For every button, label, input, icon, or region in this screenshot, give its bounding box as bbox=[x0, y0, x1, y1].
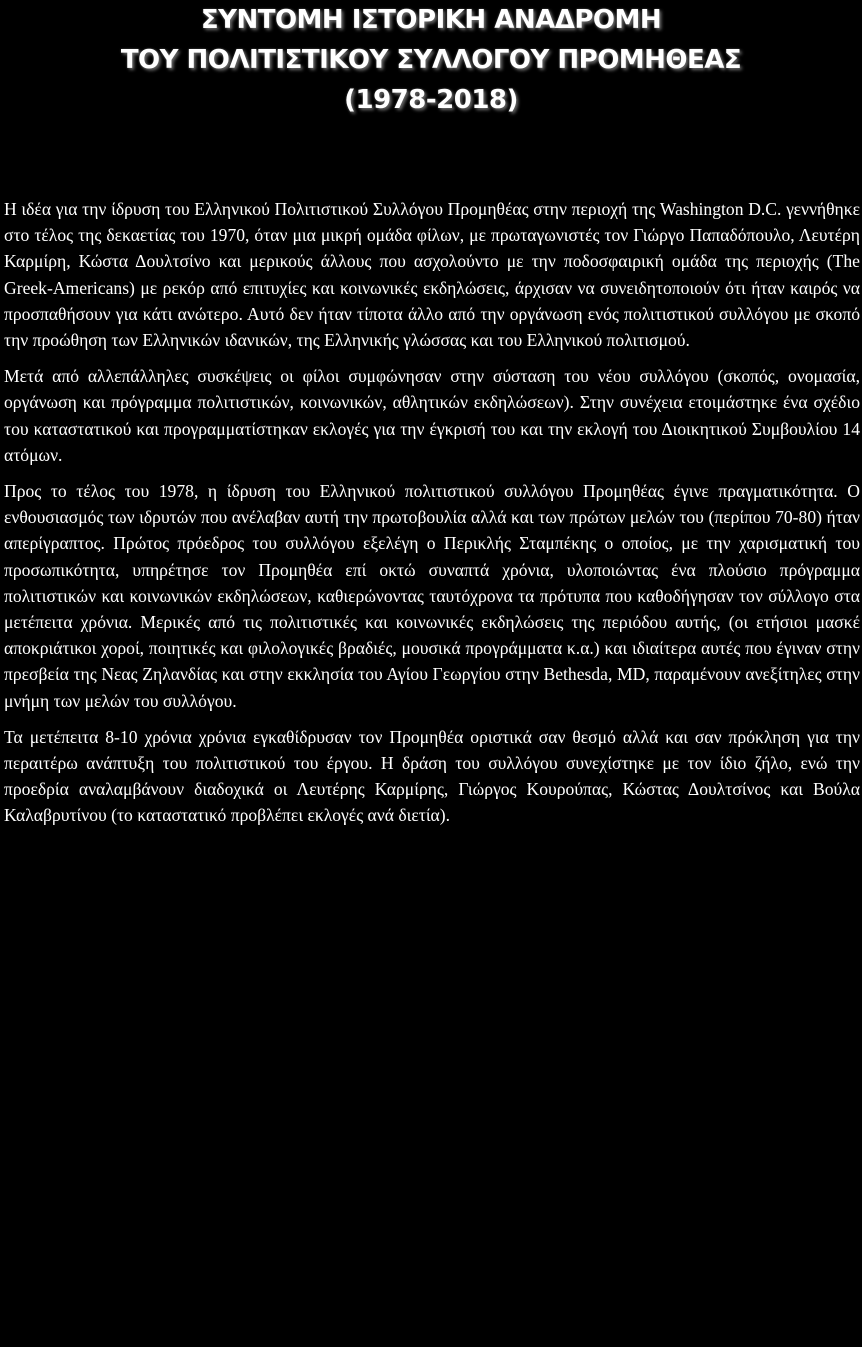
title-line-2: ΤΟΥ ΠΟΛΙΤΙΣΤΙΚΟΥ ΣΥΛΛΟΓΟΥ ΠΡΟΜΗΘΕΑΣ bbox=[120, 45, 742, 75]
title-line-1: ΣΥΝΤΟΜΗ ΙΣΤΟΡΙΚΗ ΑΝΑΔΡΟΜΗ bbox=[200, 5, 662, 35]
document-body bbox=[4, 196, 860, 839]
paragraph-2: Μετά από αλλεπάλληλες συσκέψεις οι φίλοι συμφώνησαν στην σύσταση του νέου συλλόγου (σκοπός, ονομασία, οργάνωση και πρόγραμμα πολιτιστικών, κοινωνικών, αθλητικών εκδηλώσεων). Στην συνέχεια ετοιμάστηκε ένα σχέδιο του καταστατικού και προγραμματίστηκαν εκλογές για την έγκρισή του και την εκλογή του Διοικητικού Συμβουλίου 14 ατόμων. bbox=[4, 366, 860, 465]
paragraph-3: Προς το τέλος του 1978, η ίδρυση του Ελληνικού πολιτιστικού συλλόγου Προμηθέας έγινε πραγματικότητα. Ο ενθουσιασμός των ιδρυτών που ανέλαβαν αυτή την πρωτοβουλία αλλά και των πρώτων μελών του (περίπου 70-80) ήταν απερίγραπτος. Πρώτος πρόεδρος του συλλόγου εξελέγη ο Περικλής Σταμπέκης ο οποίος, με την χαρισματική του προσωπικότητα, υπηρέτησε τον Προμηθέα επί οκτώ συναπτά χρόνια, υλοποιώντας ένα πλούσιο πρόγραμμα πολιτιστικών και κοινωνικών εκδηλώσεων, καθιερώνοντας ταυτόχρονα τα πρότυπα που καθοδήγησαν τον σύλλογο στα μετέπειτα χρόνια. Μερικές από τις πολιτιστικές και κοινωνικές εκδηλώσεις της περιόδου αυτής, (οι ετήσιοι μασκέ αποκριάτικοι χοροί, ποιητικές και φιλολογικές βραδιές, μουσικά προγράμματα κ.α.) και ιδιαίτερα αυτές που έγιναν στην πρεσβεία της Νεας Ζηλανδίας και στην εκκλησία του Αγίου Γεωργίου στην Bethesda, MD, παραμένουν ανεξίτηλες στην μνήμη των μελών του συλλόγου. bbox=[4, 481, 860, 711]
document-title bbox=[0, 0, 862, 120]
paragraph-4: Τα μετέπειτα 8-10 χρόνια χρόνια εγκαθίδρυσαν τον Προμηθέα οριστικά σαν θεσμό αλλά και σαν πρόκληση για την περαιτέρω ανάπτυξη του πολιτιστικού του έργου. Η δράση του συλλόγου συνεχίστηκε με τον ίδιο ζήλο, ενώ την προεδρία αναλαμβάνουν διαδοχικά οι Λευτέρης Καρμίρης, Γιώργος Κουρούπας, Κώστας Δουλτσίνος και Βούλα Καλαβρυτίνου (το καταστατικό προβλέπει εκλογές ανά διετία). bbox=[4, 726, 860, 826]
paragraph-1: Η ιδέα για την ίδρυση του Ελληνικού Πολιτιστικού Συλλόγου Προμηθέας στην περιοχή της Washington D.C. γεννήθηκε στο τέλος της δεκαετίας του 1970, όταν μια μικρή ομάδα φίλων, με πρωταγωνιστές τον Γιώργο Παπαδόπουλο, Λευτέρη Καρμίρη, Κώστα Δουλτσίνο και μερικούς άλλους που ασχολούντο με την ποδοσφαιρική ομάδα της περιοχής (The Greek-Americans) με ρεκόρ από επιτυχίες και κοινωνικές εκδηλώσεις, άρχισαν να συνειδητοποιούν ότι ήταν καιρός να προσπαθήσουν για κάτι ανώτερο. Αυτό δεν ήταν τίποτα άλλο από την οργάνωση ενός πολιτιστικού συλλόγου με σκοπό την προώθηση των Ελληνικών ιδανικών, της Ελληνικής γλώσσας και του Ελληνικού πολιτισμού. bbox=[4, 199, 860, 351]
title-line-3: (1978-2018) bbox=[344, 85, 518, 115]
